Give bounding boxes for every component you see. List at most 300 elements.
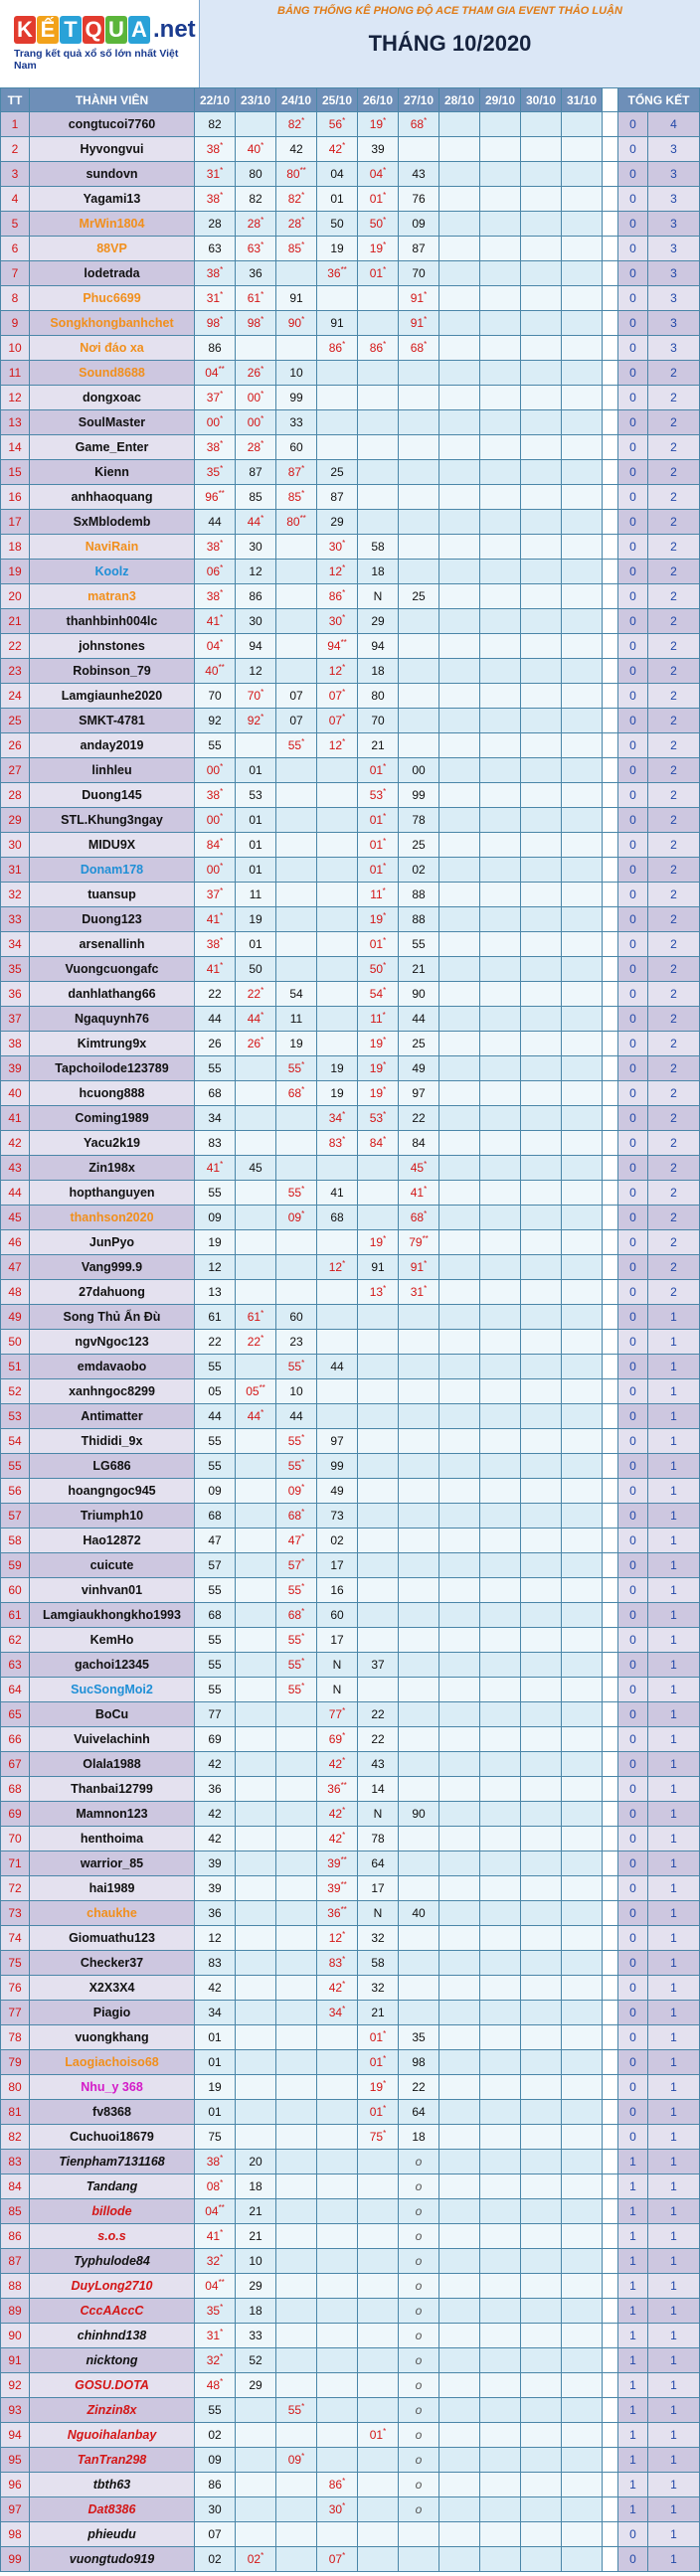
member-name[interactable]: Game_Enter [30,435,195,460]
row-number: 55 [0,1454,30,1479]
member-name[interactable]: thanhbinh004lc [30,609,195,634]
hit-marker: * [301,1185,305,1194]
day-value: 28 [208,217,222,231]
hit-marker: * [342,663,346,672]
row-number: 86 [0,2224,30,2249]
column-spacer [603,1081,618,1106]
miss-count: 0 [618,510,648,535]
day-value-cell [439,386,480,410]
table-row [0,2025,700,2050]
member-name[interactable]: dongxoac [30,386,195,410]
day-value-cell [317,2373,358,2398]
member-name[interactable]: emdavaobo [30,1355,195,1379]
member-name[interactable]: Giomuathu123 [30,1926,195,1951]
member-name[interactable]: JunPyo [30,1230,195,1255]
miss-count: 0 [618,386,648,410]
day-value-cell [521,808,562,833]
day-value-cell [358,1628,399,1653]
day-value-cell [399,2522,439,2547]
hit-marker: ** [340,1781,347,1790]
day-value-cell [399,261,439,286]
total-count: 2 [648,1255,700,1280]
miss-count: 0 [618,187,648,212]
miss-count: 0 [618,1181,648,1206]
member-name[interactable]: Thididi_9x [30,1429,195,1454]
member-name[interactable]: Laogiachoiso68 [30,2050,195,2075]
day-value-cell [276,932,317,957]
member-name[interactable]: MrWin1804 [30,212,195,237]
day-value: 77 [328,1707,343,1721]
day-value: 55 [412,937,426,951]
day-value-cell [276,1330,317,1355]
member-name[interactable]: Typhulode84 [30,2249,195,2274]
member-name[interactable]: SMKT-4781 [30,709,195,733]
member-name[interactable]: Hao12872 [30,1529,195,1553]
member-name[interactable]: Piagio [30,2001,195,2025]
day-value-cell [276,510,317,535]
day-value-cell [439,1827,480,1852]
day-value-cell [195,2174,236,2199]
column-spacer [603,1230,618,1255]
day-value-cell [236,1007,276,1032]
member-name[interactable]: Yacu2k19 [30,1131,195,1156]
day-value-cell [480,957,521,982]
member-name[interactable]: Songkhongbanhchet [30,311,195,336]
miss-count: 0 [618,709,648,733]
day-value-cell [358,609,399,634]
day-value: 42 [208,1981,222,1995]
member-name[interactable]: Lamgiaukhongkho1993 [30,1603,195,1628]
day-value-cell [195,709,236,733]
day-value: o [415,2304,423,2318]
day-value-cell [276,1653,317,1678]
column-spacer [603,1404,618,1429]
table-row [0,1926,700,1951]
table-row [0,2050,700,2075]
member-name[interactable]: Nơi đáo xa [30,336,195,361]
member-name[interactable]: Coming1989 [30,1106,195,1131]
hit-marker: * [301,1657,305,1666]
day-value-cell [276,560,317,584]
day-value-cell [195,410,236,435]
member-name[interactable]: SoulMaster [30,410,195,435]
member-name[interactable]: Triumph10 [30,1504,195,1529]
day-value-cell [562,2075,603,2100]
day-value-cell [480,2075,521,2100]
day-value-cell [399,684,439,709]
member-name[interactable]: nicktong [30,2348,195,2373]
day-value-cell [439,1355,480,1379]
member-name[interactable]: Yagami13 [30,187,195,212]
day-value-cell [439,1305,480,1330]
member-name[interactable]: Duong123 [30,907,195,932]
member-name[interactable]: linhleu [30,758,195,783]
member-name[interactable]: Ngaquynh76 [30,1007,195,1032]
member-name[interactable]: congtucoi7760 [30,112,195,137]
member-name[interactable]: Cuchuoi18679 [30,2125,195,2150]
total-count: 2 [648,758,700,783]
member-name[interactable]: KemHo [30,1628,195,1653]
hit-marker: * [220,265,224,274]
member-name[interactable]: chaukhe [30,1901,195,1926]
day-value-cell [195,1081,236,1106]
day-value-cell [276,261,317,286]
member-name[interactable]: Zinzin8x [30,2398,195,2423]
day-value-cell [439,584,480,609]
member-name[interactable]: vinhvan01 [30,1578,195,1603]
column-spacer [603,410,618,435]
day-value-cell [562,1951,603,1976]
day-value-cell [562,932,603,957]
day-value: 09 [412,217,426,231]
member-name[interactable]: hai1989 [30,1876,195,1901]
member-name[interactable]: tuansup [30,883,195,907]
member-name[interactable]: warrior_85 [30,1852,195,1876]
day-value-cell [317,2001,358,2025]
day-value: 83 [208,1136,222,1150]
day-value-cell [195,1752,236,1777]
member-name[interactable]: X2X3X4 [30,1976,195,2001]
member-name[interactable]: CccAAccC [30,2299,195,2324]
member-name[interactable]: Donam178 [30,858,195,883]
day-value-cell [480,187,521,212]
miss-count: 0 [618,1454,648,1479]
day-value-cell [562,2522,603,2547]
member-name[interactable]: Olala1988 [30,1752,195,1777]
hit-marker: * [220,315,224,324]
miss-count: 0 [618,733,648,758]
member-name[interactable]: Robinson_79 [30,659,195,684]
day-value-cell [317,460,358,485]
day-value: 43 [371,1757,385,1771]
day-value: 00 [412,763,426,777]
member-name[interactable]: Vuongcuongafc [30,957,195,982]
day-value-cell [276,1553,317,1578]
member-name[interactable]: Kienn [30,460,195,485]
day-value-cell [276,907,317,932]
member-name[interactable]: cuicute [30,1553,195,1578]
day-value-cell [276,1156,317,1181]
day-value-cell [439,1280,480,1305]
day-value: 19 [208,2080,222,2094]
table-row [0,1802,700,1827]
hit-marker: * [383,837,387,846]
member-name[interactable]: LG686 [30,1454,195,1479]
member-name[interactable]: hoangngoc945 [30,1479,195,1504]
member-name[interactable]: Kimtrung9x [30,1032,195,1056]
day-value-cell [521,286,562,311]
total-count: 2 [648,1007,700,1032]
day-value-cell [317,634,358,659]
member-name[interactable]: chinhnd138 [30,2324,195,2348]
day-value-cell [562,2299,603,2324]
member-name[interactable]: Antimatter [30,1404,195,1429]
day-value-cell [236,1951,276,1976]
total-count: 2 [648,957,700,982]
day-value: 01 [208,2105,222,2119]
day-value-cell [276,1852,317,1876]
table-row [0,1678,700,1702]
day-value-cell [480,386,521,410]
member-name[interactable]: billode [30,2199,195,2224]
column-spacer [603,1355,618,1379]
day-value-cell [480,659,521,684]
member-name[interactable]: Sound8688 [30,361,195,386]
total-count: 1 [648,2473,700,2497]
table-row [0,1305,700,1330]
day-value-cell [399,609,439,634]
member-name[interactable]: johnstones [30,634,195,659]
member-name[interactable]: Hyvongvui [30,137,195,162]
hit-marker: * [383,762,387,771]
day-value: 86 [328,589,343,603]
member-name[interactable]: ngvNgoc123 [30,1330,195,1355]
member-name[interactable]: DuyLong2710 [30,2274,195,2299]
day-value-cell [562,1504,603,1529]
day-value: 68 [208,1509,222,1523]
day-value-cell [195,2473,236,2497]
day-value-cell [399,286,439,311]
day-value: 09 [208,1210,222,1224]
day-value: 38 [206,266,221,280]
day-value-cell [317,1852,358,1876]
hit-marker: * [383,265,387,274]
column-spacer [603,1454,618,1479]
member-name[interactable]: TanTran298 [30,2448,195,2473]
day-value-cell [521,932,562,957]
day-value-cell [399,1727,439,1752]
day-value-cell [521,1901,562,1926]
member-name[interactable]: Nguoihalanbay [30,2423,195,2448]
day-value-cell [521,659,562,684]
day-value: 91 [410,291,425,305]
day-value-cell [439,1678,480,1702]
member-name[interactable]: Vang999.9 [30,1255,195,1280]
member-name[interactable]: Koolz [30,560,195,584]
member-name[interactable]: s.o.s [30,2224,195,2249]
day-value-cell [195,1131,236,1156]
day-value: 01 [249,863,262,877]
member-name[interactable]: xanhngoc8299 [30,1379,195,1404]
total-count: 1 [648,1802,700,1827]
day-value: 06 [206,564,221,578]
member-name[interactable]: Dat8386 [30,2497,195,2522]
member-name[interactable]: Duong145 [30,783,195,808]
day-value-cell [317,932,358,957]
day-value: 43 [412,167,426,181]
day-value: 94 [327,639,341,653]
hit-marker: * [342,588,346,597]
row-number: 7 [0,261,30,286]
miss-count: 0 [618,1553,648,1578]
day-value-cell [276,1106,317,1131]
day-value-cell [399,1802,439,1827]
day-value-cell [276,1230,317,1255]
member-name[interactable]: sundovn [30,162,195,187]
total-count: 3 [648,261,700,286]
member-name[interactable]: Phuc6699 [30,286,195,311]
column-spacer [603,386,618,410]
miss-count: 0 [618,982,648,1007]
day-value-cell [399,1926,439,1951]
day-value-cell [521,1628,562,1653]
total-count: 2 [648,1181,700,1206]
day-value: 32 [206,2353,221,2367]
day-value: 04 [205,366,219,380]
table-row [0,560,700,584]
member-name[interactable]: hcuong888 [30,1081,195,1106]
total-count: 2 [648,609,700,634]
table-row [0,1578,700,1603]
member-name[interactable]: Checker37 [30,1951,195,1976]
member-name[interactable]: fv8368 [30,2100,195,2125]
column-spacer [603,1752,618,1777]
member-name[interactable]: NaviRain [30,535,195,560]
day-value-cell [195,1379,236,1404]
day-value: 13 [208,1285,222,1299]
day-value-cell [521,1379,562,1404]
day-value-cell [276,212,317,237]
member-name[interactable]: Zin198x [30,1156,195,1181]
table-row [0,1603,700,1628]
miss-count: 0 [618,1305,648,1330]
day-value: 09 [208,1484,222,1498]
day-value-cell [399,2249,439,2274]
day-value-cell [358,1007,399,1032]
day-value-cell [480,1628,521,1653]
day-value: 12 [249,564,262,578]
member-name[interactable]: vuongtudo919 [30,2547,195,2572]
column-spacer [603,1504,618,1529]
miss-count: 0 [618,560,648,584]
member-name[interactable]: Song Thủ Ẩn Đù [30,1305,195,1330]
hit-marker: * [220,2352,224,2361]
day-value-cell [358,808,399,833]
day-value-cell [317,187,358,212]
day-value-cell [358,510,399,535]
day-value-cell [317,237,358,261]
day-value: 10 [289,1384,303,1398]
miss-count: 0 [618,2075,648,2100]
member-name[interactable]: phieudu [30,2522,195,2547]
day-value-cell [399,2497,439,2522]
day-value-cell [521,2249,562,2274]
row-number: 17 [0,510,30,535]
day-value: 33 [249,2329,262,2342]
total-count: 1 [648,1578,700,1603]
day-value: 55 [208,1658,222,1672]
day-value: 86 [249,589,262,603]
row-number: 69 [0,1802,30,1827]
member-name[interactable]: thanhson2020 [30,1206,195,1230]
day-value: 87 [287,465,302,479]
day-value: 45 [410,1161,425,1175]
day-value: 22 [208,1335,222,1349]
member-name[interactable]: gachoi12345 [30,1653,195,1678]
member-name[interactable]: Tapchoilode123789 [30,1056,195,1081]
member-name[interactable]: tbth63 [30,2473,195,2497]
member-name[interactable]: anday2019 [30,733,195,758]
member-name[interactable]: lodetrada [30,261,195,286]
day-value-cell [521,1678,562,1702]
day-value-cell [480,2522,521,2547]
day-value: 01 [369,763,384,777]
member-name[interactable]: hopthanguyen [30,1181,195,1206]
day-value-cell [562,336,603,361]
day-value-cell [521,1429,562,1454]
day-value: 55 [287,1434,302,1448]
member-name[interactable]: Lamgiaunhe2020 [30,684,195,709]
member-name[interactable]: 88VP [30,237,195,261]
day-value-cell [521,1504,562,1529]
day-value-cell [358,1901,399,1926]
member-name[interactable]: arsenallinh [30,932,195,957]
member-name[interactable]: Vuivelachinh [30,1727,195,1752]
miss-count: 0 [618,361,648,386]
day-value: 01 [249,838,262,852]
member-name[interactable]: Nhu_y 368 [30,2075,195,2100]
row-number: 71 [0,1852,30,1876]
day-value-cell [562,1230,603,1255]
day-value-cell [521,1106,562,1131]
member-name[interactable]: BoCu [30,1702,195,1727]
miss-count: 0 [618,535,648,560]
member-name[interactable]: henthoima [30,1827,195,1852]
hit-marker: * [342,141,346,150]
day-value-cell [480,1603,521,1628]
day-value-cell [521,2150,562,2174]
member-name[interactable]: Tienpham7131168 [30,2150,195,2174]
day-value: 39 [327,1881,341,1895]
miss-count: 0 [618,410,648,435]
member-name[interactable]: matran3 [30,584,195,609]
day-value-cell [399,634,439,659]
member-name[interactable]: 27dahuong [30,1280,195,1305]
day-value-cell [195,684,236,709]
day-value: 29 [249,2279,262,2293]
member-name[interactable]: STL.Khung3ngay [30,808,195,833]
day-value-cell [521,1230,562,1255]
member-name[interactable]: Mamnon123 [30,1802,195,1827]
member-name[interactable]: anhhaoquang [30,485,195,510]
ketqua-logo[interactable] [0,0,199,87]
miss-count: 0 [618,783,648,808]
day-value: 82 [287,117,302,131]
day-value-cell [195,1429,236,1454]
column-spacer [603,1206,618,1230]
day-value: 98 [247,316,262,330]
day-value: 99 [289,391,303,404]
member-name[interactable]: Tandang [30,2174,195,2199]
day-value-cell [195,2522,236,2547]
table-row [0,2497,700,2522]
total-count: 1 [648,1454,700,1479]
day-value-cell [562,634,603,659]
member-name[interactable]: Thanbai12799 [30,1777,195,1802]
day-value-cell [317,1156,358,1181]
member-name[interactable]: danhlathang66 [30,982,195,1007]
day-value-cell [521,187,562,212]
member-name[interactable]: MIDU9X [30,833,195,858]
day-value-cell [439,783,480,808]
day-value: 55 [208,1683,222,1696]
member-name[interactable]: vuongkhang [30,2025,195,2050]
member-name[interactable]: SxMblodemb [30,510,195,535]
day-value-cell [562,2199,603,2224]
miss-count: 1 [618,2373,648,2398]
member-name[interactable]: GOSU.DOTA [30,2373,195,2398]
member-name[interactable]: SucSongMoi2 [30,1678,195,1702]
